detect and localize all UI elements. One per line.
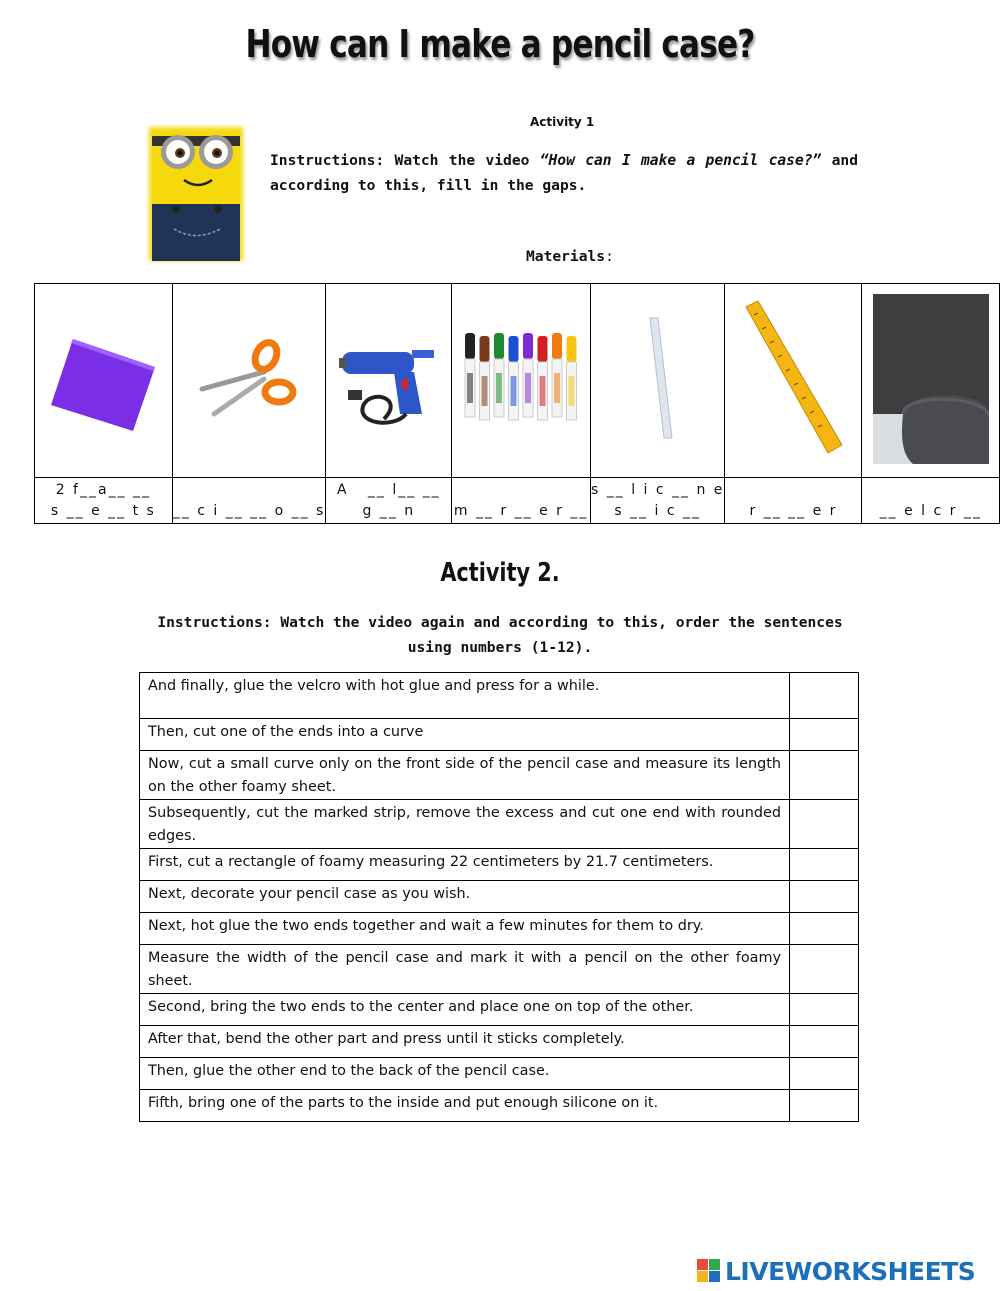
order-number-input[interactable]: [790, 1090, 859, 1122]
sentence-row: [140, 994, 859, 1026]
material-label-line2: s __ i c __: [614, 502, 702, 519]
sentence-row: [140, 881, 859, 913]
sentence-text: Second, bring the two ends to the center and place one on top of the other.: [140, 994, 790, 1026]
activity-1-instructions: [270, 148, 858, 198]
material-label-line1: [862, 480, 999, 501]
glue-gun-icon: [334, 324, 444, 434]
liveworksheets-logo-text: LIVEWORKSHEETS: [725, 1256, 976, 1286]
material-label-cell: [591, 478, 725, 524]
ruler-icon: [738, 299, 848, 459]
foamy-sheet-icon: [43, 319, 163, 439]
material-cell-silicone: [591, 284, 725, 478]
order-number-input[interactable]: [790, 719, 859, 751]
order-number-input[interactable]: [790, 800, 859, 849]
sentence-text: Then, glue the other end to the back of the pencil case.: [140, 1058, 790, 1090]
material-label-line1: [452, 480, 590, 501]
material-label-line1: A __ l__ __: [336, 481, 441, 498]
order-number-input[interactable]: [790, 673, 859, 719]
sentence-row: [140, 751, 859, 800]
material-cell-markers: [452, 284, 591, 478]
sentence-row: [140, 719, 859, 751]
markers-icon: [459, 329, 583, 429]
marker-icon: [567, 336, 577, 420]
marker-icon: [465, 333, 475, 417]
sentence-text: Next, hot glue the two ends together and wait a few minutes for them to dry.: [140, 913, 790, 945]
activity-2-heading: Activity 2.: [440, 558, 560, 588]
material-cell-ruler: [725, 284, 862, 478]
order-number-input[interactable]: [790, 849, 859, 881]
marker-icon: [494, 333, 504, 417]
material-cell-foamy: [35, 284, 173, 478]
liveworksheets-logo-icon: [697, 1259, 721, 1283]
material-label-line1: [173, 480, 326, 501]
sentence-text: Then, cut one of the ends into a curve: [140, 719, 790, 751]
minion-image: [146, 124, 246, 264]
material-label-line2: m __ r __ e r __: [453, 502, 589, 519]
marker-icon: [552, 333, 562, 417]
sentence-row: [140, 1026, 859, 1058]
marker-icon: [509, 336, 519, 420]
order-number-input[interactable]: [790, 881, 859, 913]
sentence-row: [140, 800, 859, 849]
material-label-cell: [725, 478, 862, 524]
material-cell-glue-gun: [326, 284, 452, 478]
marker-icon: [480, 336, 490, 420]
silicone-stick-icon: [628, 314, 688, 444]
sentence-text: First, cut a rectangle of foamy measuring 22 centimeters by 21.7 centimeters.: [140, 849, 790, 881]
order-number-input[interactable]: [790, 913, 859, 945]
activity-2-instructions: Instructions: Watch the video again and according to this, order the sentences using numbers (1-12).: [157, 614, 843, 656]
material-label-line2: __ e l c r __: [879, 502, 982, 519]
material-label-line1: 2 f__a__ __: [55, 481, 152, 498]
sentence-row: [140, 1058, 859, 1090]
materials-label: Materials:: [526, 248, 614, 265]
sentence-row: [140, 1090, 859, 1122]
materials-table: [34, 283, 1000, 524]
sentence-row: [140, 945, 859, 994]
sentence-row: [140, 849, 859, 881]
material-cell-velcro: [862, 284, 1000, 478]
sentence-row: [140, 913, 859, 945]
material-label-line2: __ c i __ __ o __ s: [172, 502, 326, 519]
order-number-input[interactable]: [790, 1026, 859, 1058]
material-label-line2: r __ __ e r: [749, 502, 838, 519]
material-label-cell: [35, 478, 173, 524]
page-title: How can I make a pencil case?: [245, 22, 755, 66]
material-label-cell: [452, 478, 591, 524]
material-label-cell: [172, 478, 326, 524]
order-number-input[interactable]: [790, 945, 859, 994]
sentence-text: Fifth, bring one of the parts to the inside and put enough silicone on it.: [140, 1090, 790, 1122]
sentence-text: Measure the width of the pencil case and mark it with a pencil on the other foamy sheet.: [140, 945, 790, 994]
sentence-text: And finally, glue the velcro with hot glue and press for a while.: [140, 673, 790, 719]
sentence-text: Subsequently, cut the marked strip, remove the excess and cut one end with rounded edges.: [140, 800, 790, 849]
velcro-icon: [873, 294, 989, 464]
marker-icon: [523, 333, 533, 417]
order-number-input[interactable]: [790, 994, 859, 1026]
material-label-cell: [862, 478, 1000, 524]
material-label-line2: s __ e __ t s: [50, 502, 156, 519]
order-number-input[interactable]: [790, 1058, 859, 1090]
instructions-tail: and according to this, fill in the gaps.: [270, 152, 858, 194]
material-label-line1: [725, 480, 861, 501]
sentence-text: Now, cut a small curve only on the front side of the pencil case and measure its length on the other foamy sheet.: [140, 751, 790, 800]
material-label-line2: g __ n: [362, 502, 416, 519]
activity-1-heading: Activity 1: [530, 115, 595, 129]
material-label-cell: [326, 478, 452, 524]
sentences-table: [139, 672, 859, 1122]
material-cell-scissors: [172, 284, 326, 478]
scissors-icon: [194, 334, 304, 424]
sentence-row: [140, 673, 859, 719]
sentence-text: Next, decorate your pencil case as you wish.: [140, 881, 790, 913]
liveworksheets-logo: [697, 1255, 975, 1287]
material-label-line1: s __ l i c __ n e: [591, 481, 725, 498]
sentence-text: After that, bend the other part and press until it sticks completely.: [140, 1026, 790, 1058]
order-number-input[interactable]: [790, 751, 859, 800]
instructions-lead: Instructions: Watch the video: [270, 152, 530, 169]
video-title: “How can I make a pencil case?”: [539, 152, 822, 169]
marker-icon: [538, 336, 548, 420]
